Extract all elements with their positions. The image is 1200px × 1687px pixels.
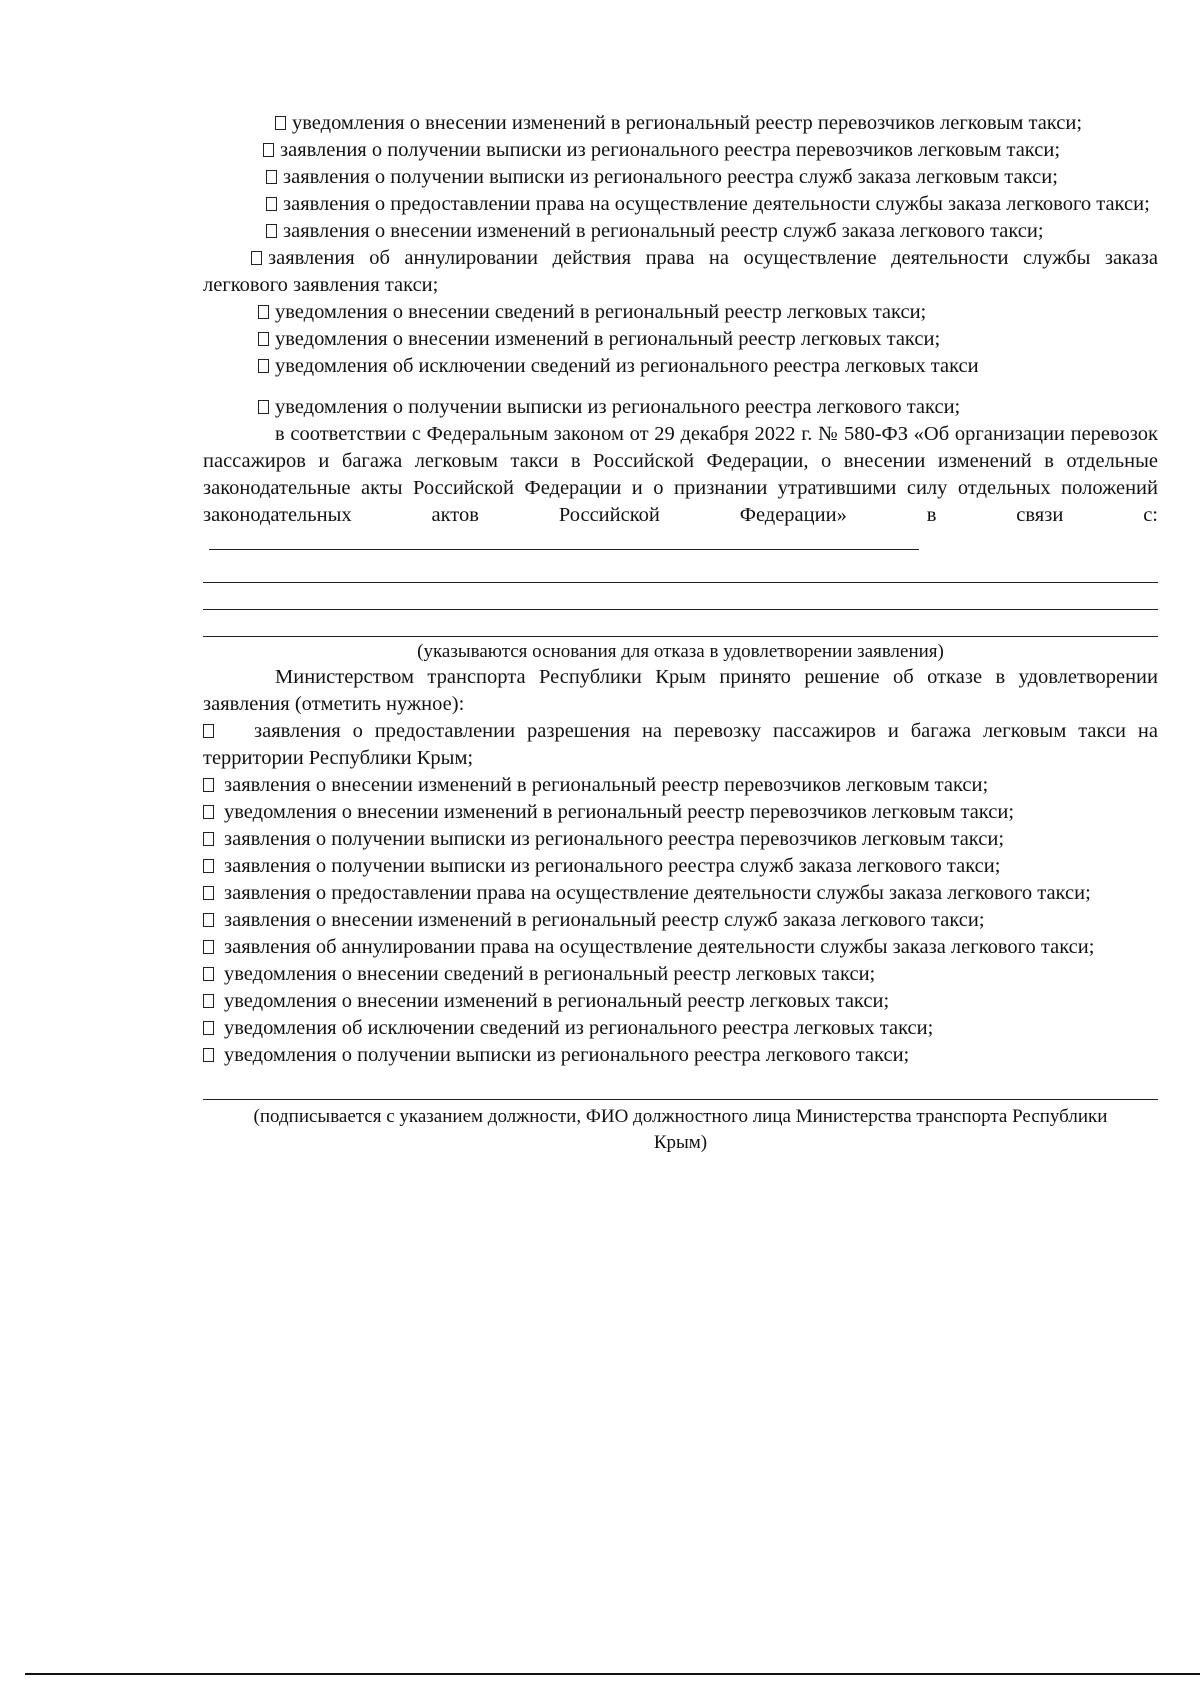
checkbox[interactable] (275, 116, 286, 130)
checkbox[interactable] (203, 805, 214, 819)
checkbox[interactable] (203, 913, 214, 927)
checkbox[interactable] (203, 1048, 214, 1062)
list-item (203, 394, 1158, 421)
checkbox[interactable] (258, 305, 269, 319)
decision-paragraph: Министерством транспорта Республики Крым принято решение об отказе в удовлетворении заявления (отметить нужное): (203, 666, 1158, 715)
checkbox[interactable] (203, 859, 214, 873)
reason-field-line[interactable] (203, 610, 1158, 637)
item-text: заявления о внесении изменений в региональный реестр перевозчиков легковым такси; (224, 774, 989, 796)
section-application-types (203, 110, 1158, 421)
checkbox[interactable] (266, 224, 277, 238)
checkbox[interactable] (203, 832, 214, 846)
list-item (203, 853, 1158, 880)
checkbox[interactable] (203, 940, 214, 954)
item-text: заявления о получении выписки из регионального реестра служб заказа легковым такси; (283, 166, 1058, 188)
list-item (203, 826, 1158, 853)
checkbox[interactable] (258, 332, 269, 346)
item-text: заявления об аннулировании права на осуществление деятельности службы заказа легкового такси; (224, 936, 1095, 958)
list-item (203, 988, 1158, 1015)
list-item (203, 299, 1158, 326)
list-item (203, 934, 1158, 961)
item-text: заявления о предоставлении разрешения на перевозку пассажиров и багажа легковым такси на территории Республики Крым; (203, 720, 1158, 769)
refusal-reason-caption: (указываются основания для отказа в удовлетворении заявления) (417, 641, 944, 662)
item-text: заявления о предоставлении права на осуществление деятельности службы заказа легкового такси; (283, 193, 1150, 215)
list-item (203, 1015, 1158, 1042)
list-item (203, 218, 1158, 245)
item-text: заявления о получении выписки из регионального реестра перевозчиков легковым такси; (224, 828, 1005, 850)
item-text: заявления об аннулировании действия права на осуществление деятельности службы заказа легкового заявления такси; (203, 247, 1158, 296)
law-paragraph-text: в соответствии с Федеральным законом от 29 декабря 2022 г. № 580-ФЗ «Об организации перевозок пассажиров и багажа легковым такси в Российской Федерации, о внесении изменений в отдельные законодательные акты Российской Федерации и о признании утратившими силу отдельных положений законодательных актов Российской Федерации» в связи с: (203, 423, 1158, 526)
checkbox[interactable] (203, 967, 214, 981)
law-paragraph (203, 421, 1158, 556)
item-text: уведомления о получении выписки из регионального реестра легкового такси; (275, 396, 961, 418)
list-item (203, 961, 1158, 988)
item-text: уведомления о внесении изменений в региональный реестр перевозчиков легковым такси; (224, 801, 1015, 823)
checkbox[interactable] (203, 724, 214, 738)
signature-line[interactable] (203, 1077, 1158, 1100)
list-item (203, 353, 1158, 380)
list-item (203, 1042, 1158, 1069)
reason-field-line[interactable] (209, 531, 919, 550)
checkbox[interactable] (266, 170, 277, 184)
item-text: уведомления о внесении сведений в региональный реестр легковых такси; (224, 963, 876, 985)
signature-caption: (подписывается с указанием должности, ФИО должностного лица Министерства транспорта Республики Крым) (253, 1106, 1108, 1153)
list-item (203, 326, 1158, 353)
item-text: заявления о получении выписки из регионального реестра служб заказа легкового такси; (224, 855, 1001, 877)
checkbox[interactable] (203, 1021, 214, 1035)
list-item (203, 137, 1158, 164)
item-text: уведомления о внесении изменений в региональный реестр легковых такси; (275, 328, 941, 350)
list-item (203, 191, 1158, 218)
item-text: заявления о внесении изменений в региональный реестр служб заказа легкового такси; (283, 220, 1044, 242)
item-text: уведомления о внесении изменений в региональный реестр перевозчиков легковым такси; (292, 112, 1083, 134)
checkbox[interactable] (203, 886, 214, 900)
item-text: заявления о получении выписки из регионального реестра перевозчиков легковым такси; (280, 139, 1061, 161)
list-item (203, 880, 1158, 907)
checkbox[interactable] (258, 400, 269, 414)
list-item (203, 164, 1158, 191)
list-item (203, 907, 1158, 934)
item-text: заявления о внесении изменений в региональный реестр служб заказа легкового такси; (224, 909, 985, 931)
checkbox[interactable] (258, 359, 269, 373)
list-item (203, 718, 1158, 772)
reason-field-line[interactable] (203, 556, 1158, 583)
page-bottom-divider (25, 1673, 1200, 1675)
section-refusal-types (203, 718, 1158, 1069)
item-text: уведомления об исключении сведений из регионального реестра легковых такси; (224, 1017, 934, 1039)
list-item (203, 245, 1158, 299)
checkbox[interactable] (263, 143, 274, 157)
item-text: уведомления об исключении сведений из регионального реестра легковых такси (275, 355, 979, 377)
checkbox[interactable] (203, 778, 214, 792)
item-text: заявления о предоставлении права на осуществление деятельности службы заказа легкового такси; (224, 882, 1091, 904)
item-text: уведомления о внесении изменений в региональный реестр легковых такси; (224, 990, 890, 1012)
checkbox[interactable] (203, 994, 214, 1008)
item-text: уведомления о внесении сведений в региональный реестр легковых такси; (275, 301, 927, 323)
item-text: уведомления о получении выписки из регионального реестра легкового такси; (224, 1044, 910, 1066)
list-item (203, 772, 1158, 799)
checkbox[interactable] (251, 251, 262, 265)
reason-field-line[interactable] (203, 583, 1158, 610)
document-page (203, 110, 1158, 1156)
list-item (203, 110, 1158, 137)
checkbox[interactable] (266, 197, 277, 211)
list-item (203, 799, 1158, 826)
